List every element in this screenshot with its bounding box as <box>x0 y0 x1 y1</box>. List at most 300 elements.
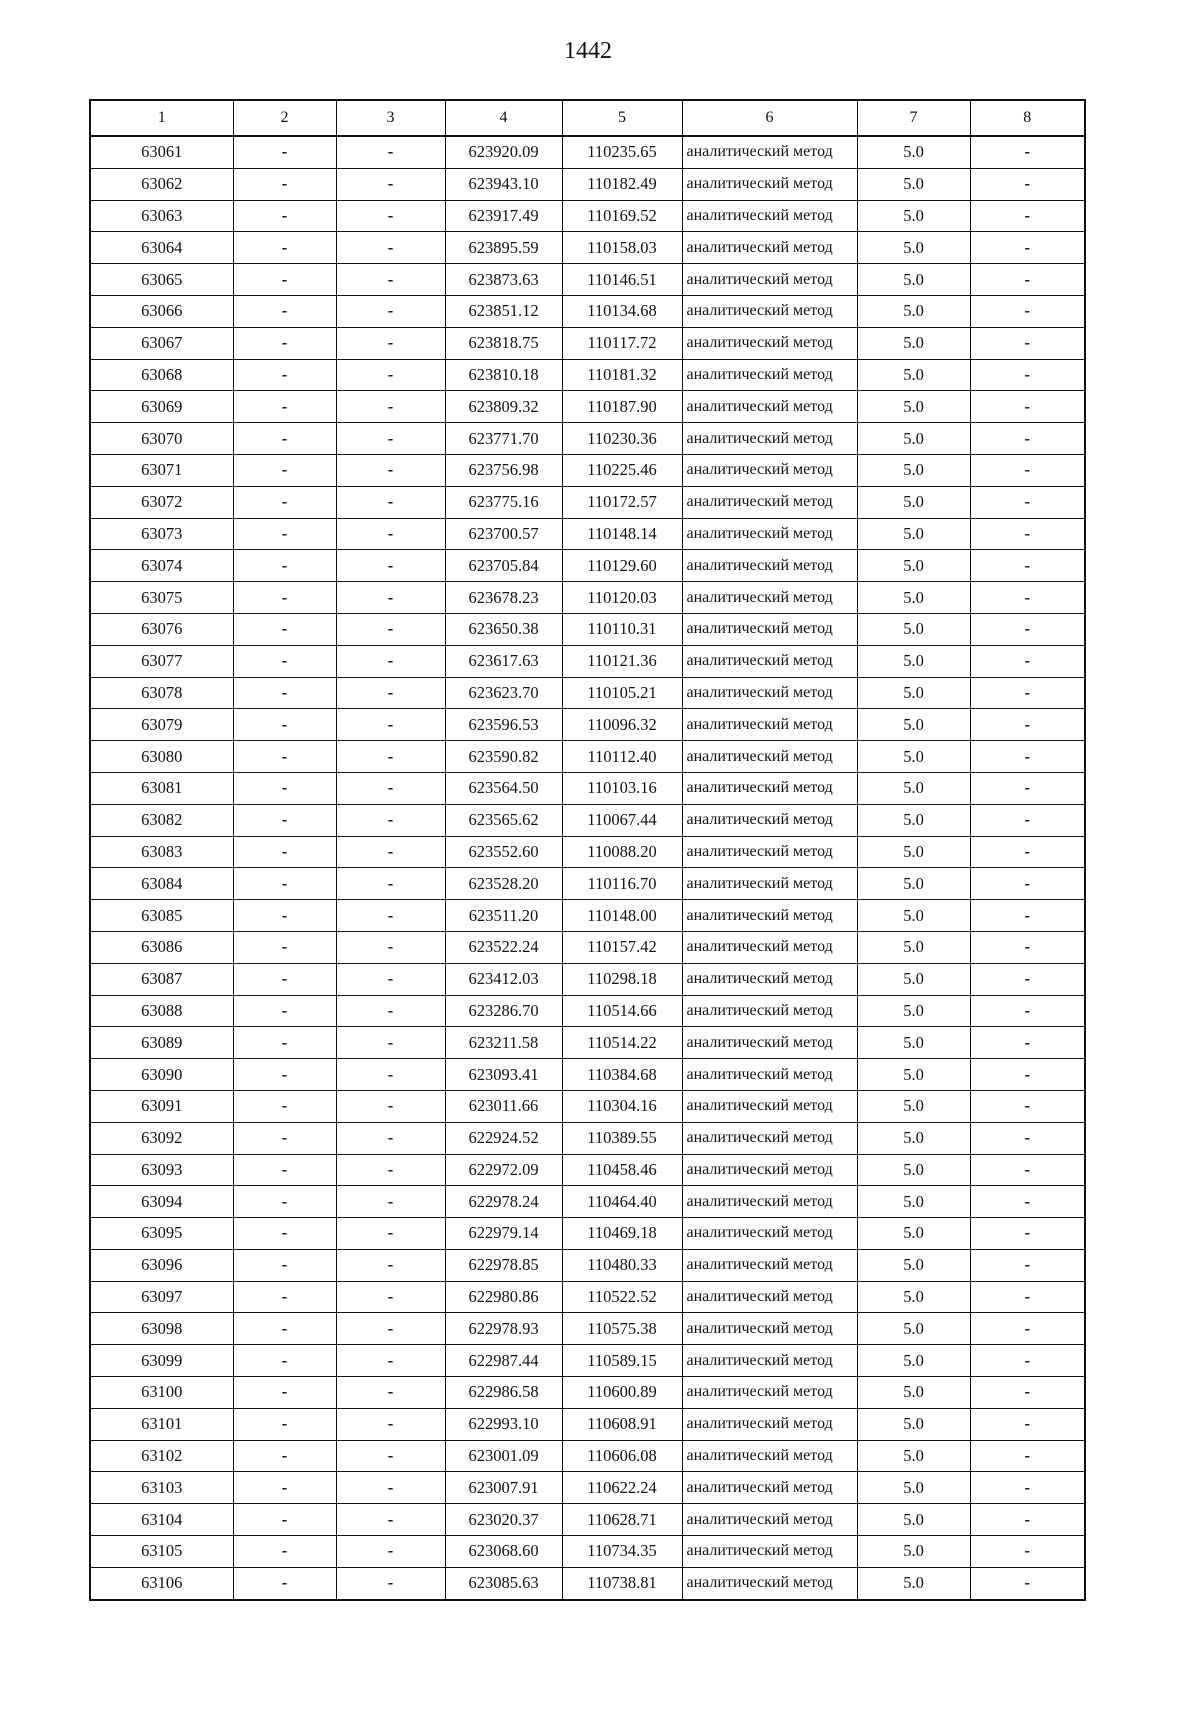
y-coordinate-cell: 110522.52 <box>562 1281 682 1313</box>
method-cell: аналитический метод <box>682 963 857 995</box>
col2-cell: - <box>233 804 336 836</box>
col8-cell: - <box>970 1377 1085 1409</box>
col3-cell: - <box>336 454 445 486</box>
accuracy-cell: 5.0 <box>857 868 970 900</box>
method-cell: аналитический метод <box>682 1408 857 1440</box>
accuracy-cell: 5.0 <box>857 359 970 391</box>
col8-cell: - <box>970 1504 1085 1536</box>
x-coordinate-cell: 623001.09 <box>445 1440 562 1472</box>
point-number-cell: 63061 <box>90 136 233 168</box>
accuracy-cell: 5.0 <box>857 1567 970 1599</box>
col8-cell: - <box>970 1472 1085 1504</box>
col2-cell: - <box>233 1345 336 1377</box>
col8-cell: - <box>970 709 1085 741</box>
accuracy-cell: 5.0 <box>857 709 970 741</box>
col2-cell: - <box>233 1440 336 1472</box>
point-number-cell: 63076 <box>90 613 233 645</box>
method-cell: аналитический метод <box>682 1377 857 1409</box>
table-row <box>90 168 1085 200</box>
x-coordinate-cell: 623590.82 <box>445 741 562 773</box>
col3-cell: - <box>336 1218 445 1250</box>
point-number-cell: 63096 <box>90 1249 233 1281</box>
table-row <box>90 1059 1085 1091</box>
method-cell: аналитический метод <box>682 995 857 1027</box>
col3-cell: - <box>336 1154 445 1186</box>
col8-cell: - <box>970 295 1085 327</box>
column-header-7: 7 <box>857 100 970 136</box>
y-coordinate-cell: 110121.36 <box>562 645 682 677</box>
method-cell: аналитический метод <box>682 868 857 900</box>
col2-cell: - <box>233 613 336 645</box>
method-cell: аналитический метод <box>682 550 857 582</box>
accuracy-cell: 5.0 <box>857 582 970 614</box>
point-number-cell: 63066 <box>90 295 233 327</box>
x-coordinate-cell: 623528.20 <box>445 868 562 900</box>
col8-cell: - <box>970 1567 1085 1599</box>
accuracy-cell: 5.0 <box>857 327 970 359</box>
accuracy-cell: 5.0 <box>857 1027 970 1059</box>
accuracy-cell: 5.0 <box>857 1122 970 1154</box>
accuracy-cell: 5.0 <box>857 1472 970 1504</box>
method-cell: аналитический метод <box>682 741 857 773</box>
col3-cell: - <box>336 582 445 614</box>
y-coordinate-cell: 110606.08 <box>562 1440 682 1472</box>
col8-cell: - <box>970 677 1085 709</box>
accuracy-cell: 5.0 <box>857 1090 970 1122</box>
point-number-cell: 63101 <box>90 1408 233 1440</box>
x-coordinate-cell: 623771.70 <box>445 423 562 455</box>
col3-cell: - <box>336 772 445 804</box>
col3-cell: - <box>336 709 445 741</box>
col2-cell: - <box>233 1122 336 1154</box>
x-coordinate-cell: 623700.57 <box>445 518 562 550</box>
y-coordinate-cell: 110608.91 <box>562 1408 682 1440</box>
y-coordinate-cell: 110105.21 <box>562 677 682 709</box>
col2-cell: - <box>233 1218 336 1250</box>
col8-cell: - <box>970 1059 1085 1091</box>
table-row <box>90 1440 1085 1472</box>
method-cell: аналитический метод <box>682 677 857 709</box>
col3-cell: - <box>336 1440 445 1472</box>
y-coordinate-cell: 110117.72 <box>562 327 682 359</box>
accuracy-cell: 5.0 <box>857 772 970 804</box>
method-cell: аналитический метод <box>682 486 857 518</box>
col2-cell: - <box>233 1313 336 1345</box>
accuracy-cell: 5.0 <box>857 423 970 455</box>
accuracy-cell: 5.0 <box>857 1059 970 1091</box>
accuracy-cell: 5.0 <box>857 1154 970 1186</box>
col8-cell: - <box>970 1186 1085 1218</box>
x-coordinate-cell: 623810.18 <box>445 359 562 391</box>
col2-cell: - <box>233 931 336 963</box>
x-coordinate-cell: 623650.38 <box>445 613 562 645</box>
y-coordinate-cell: 110148.00 <box>562 900 682 932</box>
y-coordinate-cell: 110384.68 <box>562 1059 682 1091</box>
y-coordinate-cell: 110182.49 <box>562 168 682 200</box>
col2-cell: - <box>233 772 336 804</box>
col8-cell: - <box>970 613 1085 645</box>
accuracy-cell: 5.0 <box>857 1504 970 1536</box>
col8-cell: - <box>970 868 1085 900</box>
method-cell: аналитический метод <box>682 1059 857 1091</box>
method-cell: аналитический метод <box>682 168 857 200</box>
method-cell: аналитический метод <box>682 1472 857 1504</box>
column-header-6: 6 <box>682 100 857 136</box>
table-row <box>90 232 1085 264</box>
col8-cell: - <box>970 1154 1085 1186</box>
col2-cell: - <box>233 423 336 455</box>
y-coordinate-cell: 110304.16 <box>562 1090 682 1122</box>
y-coordinate-cell: 110464.40 <box>562 1186 682 1218</box>
col8-cell: - <box>970 804 1085 836</box>
col3-cell: - <box>336 486 445 518</box>
x-coordinate-cell: 623093.41 <box>445 1059 562 1091</box>
col8-cell: - <box>970 931 1085 963</box>
col3-cell: - <box>336 1504 445 1536</box>
coordinates-table <box>89 99 1086 1601</box>
table-body <box>90 136 1085 1600</box>
point-number-cell: 63097 <box>90 1281 233 1313</box>
table-row <box>90 741 1085 773</box>
col2-cell: - <box>233 582 336 614</box>
point-number-cell: 63092 <box>90 1122 233 1154</box>
col2-cell: - <box>233 1027 336 1059</box>
col3-cell: - <box>336 1186 445 1218</box>
col2-cell: - <box>233 836 336 868</box>
col3-cell: - <box>336 1090 445 1122</box>
method-cell: аналитический метод <box>682 359 857 391</box>
col3-cell: - <box>336 423 445 455</box>
y-coordinate-cell: 110116.70 <box>562 868 682 900</box>
method-cell: аналитический метод <box>682 1090 857 1122</box>
y-coordinate-cell: 110088.20 <box>562 836 682 868</box>
method-cell: аналитический метод <box>682 709 857 741</box>
y-coordinate-cell: 110181.32 <box>562 359 682 391</box>
col2-cell: - <box>233 486 336 518</box>
method-cell: аналитический метод <box>682 295 857 327</box>
table-header <box>90 100 1085 136</box>
col2-cell: - <box>233 1090 336 1122</box>
method-cell: аналитический метод <box>682 327 857 359</box>
y-coordinate-cell: 110067.44 <box>562 804 682 836</box>
x-coordinate-cell: 622986.58 <box>445 1377 562 1409</box>
y-coordinate-cell: 110480.33 <box>562 1249 682 1281</box>
method-cell: аналитический метод <box>682 200 857 232</box>
accuracy-cell: 5.0 <box>857 200 970 232</box>
col2-cell: - <box>233 1567 336 1599</box>
col2-cell: - <box>233 136 336 168</box>
col2-cell: - <box>233 1281 336 1313</box>
table-row <box>90 1218 1085 1250</box>
point-number-cell: 63068 <box>90 359 233 391</box>
table-row <box>90 613 1085 645</box>
y-coordinate-cell: 110110.31 <box>562 613 682 645</box>
y-coordinate-cell: 110514.66 <box>562 995 682 1027</box>
y-coordinate-cell: 110738.81 <box>562 1567 682 1599</box>
x-coordinate-cell: 622980.86 <box>445 1281 562 1313</box>
col8-cell: - <box>970 454 1085 486</box>
method-cell: аналитический метод <box>682 1249 857 1281</box>
point-number-cell: 63073 <box>90 518 233 550</box>
col3-cell: - <box>336 1567 445 1599</box>
col3-cell: - <box>336 200 445 232</box>
y-coordinate-cell: 110157.42 <box>562 931 682 963</box>
col3-cell: - <box>336 1122 445 1154</box>
col8-cell: - <box>970 1313 1085 1345</box>
x-coordinate-cell: 623565.62 <box>445 804 562 836</box>
column-header-3: 3 <box>336 100 445 136</box>
accuracy-cell: 5.0 <box>857 931 970 963</box>
col3-cell: - <box>336 1345 445 1377</box>
method-cell: аналитический метод <box>682 232 857 264</box>
table-row <box>90 582 1085 614</box>
method-cell: аналитический метод <box>682 1281 857 1313</box>
y-coordinate-cell: 110103.16 <box>562 772 682 804</box>
x-coordinate-cell: 623211.58 <box>445 1027 562 1059</box>
point-number-cell: 63075 <box>90 582 233 614</box>
x-coordinate-cell: 622987.44 <box>445 1345 562 1377</box>
accuracy-cell: 5.0 <box>857 741 970 773</box>
col8-cell: - <box>970 1345 1085 1377</box>
col3-cell: - <box>336 645 445 677</box>
y-coordinate-cell: 110622.24 <box>562 1472 682 1504</box>
x-coordinate-cell: 622978.24 <box>445 1186 562 1218</box>
accuracy-cell: 5.0 <box>857 1281 970 1313</box>
accuracy-cell: 5.0 <box>857 264 970 296</box>
point-number-cell: 63071 <box>90 454 233 486</box>
y-coordinate-cell: 110120.03 <box>562 582 682 614</box>
col2-cell: - <box>233 1472 336 1504</box>
point-number-cell: 63089 <box>90 1027 233 1059</box>
col2-cell: - <box>233 1186 336 1218</box>
x-coordinate-cell: 623775.16 <box>445 486 562 518</box>
x-coordinate-cell: 623895.59 <box>445 232 562 264</box>
col3-cell: - <box>336 1472 445 1504</box>
point-number-cell: 63102 <box>90 1440 233 1472</box>
col8-cell: - <box>970 1536 1085 1568</box>
y-coordinate-cell: 110458.46 <box>562 1154 682 1186</box>
point-number-cell: 63105 <box>90 1536 233 1568</box>
table-row <box>90 1408 1085 1440</box>
table-row <box>90 136 1085 168</box>
y-coordinate-cell: 110148.14 <box>562 518 682 550</box>
col2-cell: - <box>233 900 336 932</box>
col3-cell: - <box>336 232 445 264</box>
col3-cell: - <box>336 1313 445 1345</box>
point-number-cell: 63064 <box>90 232 233 264</box>
point-number-cell: 63104 <box>90 1504 233 1536</box>
col3-cell: - <box>336 550 445 582</box>
col2-cell: - <box>233 995 336 1027</box>
method-cell: аналитический метод <box>682 772 857 804</box>
column-header-8: 8 <box>970 100 1085 136</box>
table-row <box>90 200 1085 232</box>
x-coordinate-cell: 623020.37 <box>445 1504 562 1536</box>
table-row <box>90 1377 1085 1409</box>
x-coordinate-cell: 622993.10 <box>445 1408 562 1440</box>
y-coordinate-cell: 110230.36 <box>562 423 682 455</box>
y-coordinate-cell: 110134.68 <box>562 295 682 327</box>
x-coordinate-cell: 623623.70 <box>445 677 562 709</box>
accuracy-cell: 5.0 <box>857 645 970 677</box>
method-cell: аналитический метод <box>682 1440 857 1472</box>
col3-cell: - <box>336 1249 445 1281</box>
y-coordinate-cell: 110469.18 <box>562 1218 682 1250</box>
col2-cell: - <box>233 391 336 423</box>
method-cell: аналитический метод <box>682 582 857 614</box>
x-coordinate-cell: 623756.98 <box>445 454 562 486</box>
point-number-cell: 63103 <box>90 1472 233 1504</box>
point-number-cell: 63085 <box>90 900 233 932</box>
x-coordinate-cell: 623818.75 <box>445 327 562 359</box>
col2-cell: - <box>233 168 336 200</box>
col3-cell: - <box>336 963 445 995</box>
method-cell: аналитический метод <box>682 645 857 677</box>
col8-cell: - <box>970 200 1085 232</box>
x-coordinate-cell: 623522.24 <box>445 931 562 963</box>
col3-cell: - <box>336 900 445 932</box>
accuracy-cell: 5.0 <box>857 1408 970 1440</box>
col8-cell: - <box>970 900 1085 932</box>
col3-cell: - <box>336 868 445 900</box>
point-number-cell: 63082 <box>90 804 233 836</box>
y-coordinate-cell: 110169.52 <box>562 200 682 232</box>
col8-cell: - <box>970 486 1085 518</box>
accuracy-cell: 5.0 <box>857 391 970 423</box>
method-cell: аналитический метод <box>682 391 857 423</box>
col8-cell: - <box>970 645 1085 677</box>
point-number-cell: 63087 <box>90 963 233 995</box>
table-row <box>90 264 1085 296</box>
table-row <box>90 1090 1085 1122</box>
y-coordinate-cell: 110628.71 <box>562 1504 682 1536</box>
col2-cell: - <box>233 1504 336 1536</box>
y-coordinate-cell: 110187.90 <box>562 391 682 423</box>
x-coordinate-cell: 622979.14 <box>445 1218 562 1250</box>
col8-cell: - <box>970 264 1085 296</box>
point-number-cell: 63069 <box>90 391 233 423</box>
col2-cell: - <box>233 709 336 741</box>
y-coordinate-cell: 110225.46 <box>562 454 682 486</box>
y-coordinate-cell: 110146.51 <box>562 264 682 296</box>
table-row <box>90 645 1085 677</box>
col3-cell: - <box>336 264 445 296</box>
table-row <box>90 550 1085 582</box>
x-coordinate-cell: 623011.66 <box>445 1090 562 1122</box>
table-row <box>90 1313 1085 1345</box>
point-number-cell: 63080 <box>90 741 233 773</box>
table-row <box>90 1281 1085 1313</box>
method-cell: аналитический метод <box>682 264 857 296</box>
accuracy-cell: 5.0 <box>857 836 970 868</box>
col3-cell: - <box>336 518 445 550</box>
col8-cell: - <box>970 1122 1085 1154</box>
method-cell: аналитический метод <box>682 1122 857 1154</box>
method-cell: аналитический метод <box>682 931 857 963</box>
x-coordinate-cell: 622978.93 <box>445 1313 562 1345</box>
accuracy-cell: 5.0 <box>857 963 970 995</box>
method-cell: аналитический метод <box>682 423 857 455</box>
col3-cell: - <box>336 804 445 836</box>
col3-cell: - <box>336 1536 445 1568</box>
table-row <box>90 1536 1085 1568</box>
x-coordinate-cell: 623851.12 <box>445 295 562 327</box>
y-coordinate-cell: 110158.03 <box>562 232 682 264</box>
col8-cell: - <box>970 963 1085 995</box>
point-number-cell: 63072 <box>90 486 233 518</box>
col8-cell: - <box>970 391 1085 423</box>
method-cell: аналитический метод <box>682 613 857 645</box>
point-number-cell: 63063 <box>90 200 233 232</box>
col2-cell: - <box>233 232 336 264</box>
method-cell: аналитический метод <box>682 1154 857 1186</box>
table-row <box>90 1186 1085 1218</box>
col3-cell: - <box>336 836 445 868</box>
x-coordinate-cell: 623617.63 <box>445 645 562 677</box>
col8-cell: - <box>970 359 1085 391</box>
col3-cell: - <box>336 1281 445 1313</box>
x-coordinate-cell: 622924.52 <box>445 1122 562 1154</box>
point-number-cell: 63100 <box>90 1377 233 1409</box>
method-cell: аналитический метод <box>682 804 857 836</box>
method-cell: аналитический метод <box>682 1186 857 1218</box>
col8-cell: - <box>970 1408 1085 1440</box>
point-number-cell: 63065 <box>90 264 233 296</box>
col3-cell: - <box>336 1059 445 1091</box>
table-row <box>90 327 1085 359</box>
col8-cell: - <box>970 1249 1085 1281</box>
col3-cell: - <box>336 136 445 168</box>
point-number-cell: 63074 <box>90 550 233 582</box>
table-row <box>90 1027 1085 1059</box>
col8-cell: - <box>970 582 1085 614</box>
point-number-cell: 63083 <box>90 836 233 868</box>
accuracy-cell: 5.0 <box>857 613 970 645</box>
accuracy-cell: 5.0 <box>857 518 970 550</box>
point-number-cell: 63090 <box>90 1059 233 1091</box>
col2-cell: - <box>233 741 336 773</box>
accuracy-cell: 5.0 <box>857 1536 970 1568</box>
table-row <box>90 1567 1085 1599</box>
col2-cell: - <box>233 963 336 995</box>
y-coordinate-cell: 110129.60 <box>562 550 682 582</box>
accuracy-cell: 5.0 <box>857 1345 970 1377</box>
method-cell: аналитический метод <box>682 900 857 932</box>
x-coordinate-cell: 623678.23 <box>445 582 562 614</box>
method-cell: аналитический метод <box>682 836 857 868</box>
column-header-5: 5 <box>562 100 682 136</box>
method-cell: аналитический метод <box>682 1313 857 1345</box>
col8-cell: - <box>970 1027 1085 1059</box>
table-row <box>90 931 1085 963</box>
col8-cell: - <box>970 168 1085 200</box>
col2-cell: - <box>233 454 336 486</box>
accuracy-cell: 5.0 <box>857 1377 970 1409</box>
col2-cell: - <box>233 1249 336 1281</box>
table-row <box>90 1345 1085 1377</box>
point-number-cell: 63093 <box>90 1154 233 1186</box>
column-header-2: 2 <box>233 100 336 136</box>
x-coordinate-cell: 623007.91 <box>445 1472 562 1504</box>
col3-cell: - <box>336 1408 445 1440</box>
table-row <box>90 772 1085 804</box>
col8-cell: - <box>970 327 1085 359</box>
x-coordinate-cell: 622978.85 <box>445 1249 562 1281</box>
header-row <box>90 100 1085 136</box>
col3-cell: - <box>336 295 445 327</box>
col2-cell: - <box>233 359 336 391</box>
method-cell: аналитический метод <box>682 1536 857 1568</box>
